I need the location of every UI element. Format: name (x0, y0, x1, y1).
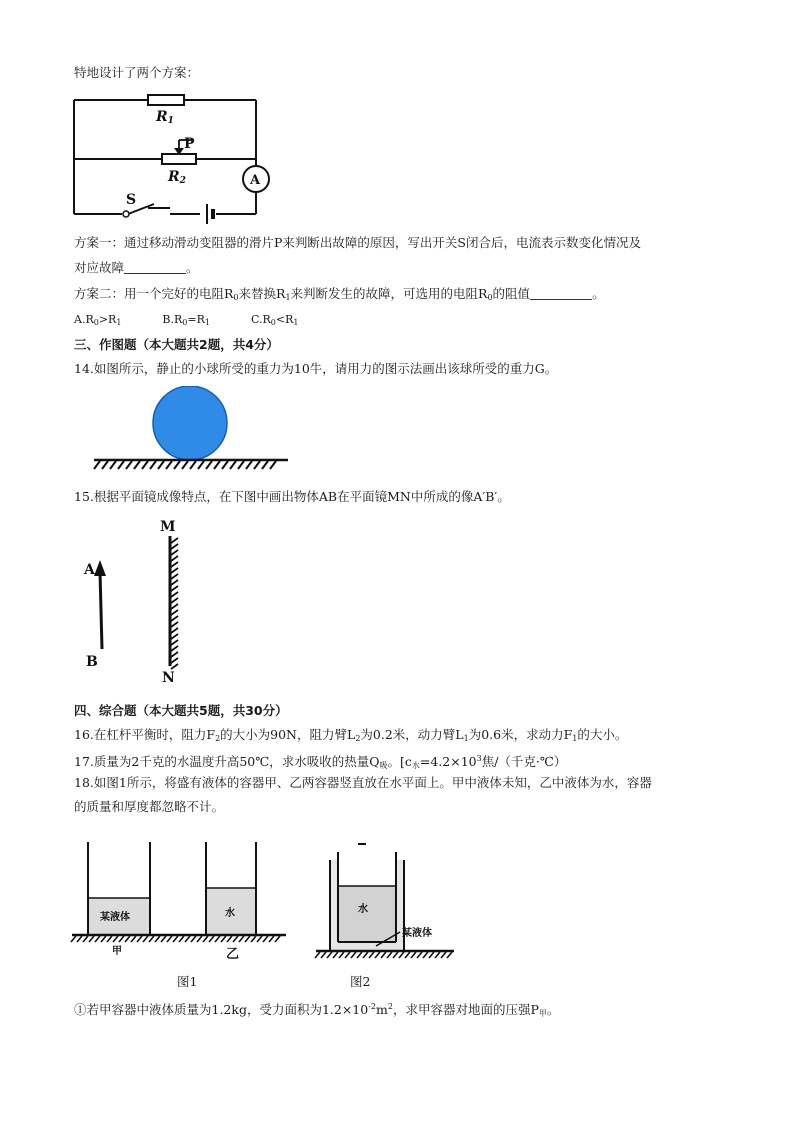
p-label: P (184, 136, 195, 152)
plan1-line1: 方案一：通过移动滑动变阻器的滑片P来判断出故障的原因，写出开关S闭合后，电流表示数变化情况及 (74, 235, 641, 250)
liquid-label-2: 某液体 (402, 928, 432, 939)
mirror-hatching (171, 538, 178, 669)
ball (153, 386, 227, 460)
ammeter-label: A (250, 173, 261, 188)
question-16: 16.在杠杆平衡时，阻力$F_2$的大小为90N，阻力臂$L_2$为0.2米，动力臂$L_1$为0.6米，求动力$F_1$的大小。 (74, 727, 628, 743)
figure-1-caption: 图1 (177, 974, 198, 989)
figure-1-containers (70, 838, 290, 966)
figure-2-caption: 图2 (350, 974, 371, 989)
fig2-ground-hatching (315, 952, 452, 958)
question-14: 14.如图所示，静止的小球所受的重力为10牛，请用力的图示法画出该球所受的重力G。 (74, 361, 558, 376)
container-yi (206, 842, 256, 934)
object-ab-arrow (100, 572, 102, 649)
question-18-line1: 18.如图1所示，将盛有液体的容器甲、乙两容器竖直放在水平面上。甲中液体未知，乙中液体为水，容器 (74, 775, 652, 790)
question-15: 15.根据平面镜成像特点，在下图中画出物体AB在平面镜MN中所成的像A′B′。 (74, 489, 510, 504)
liquid-label: 某液体 (100, 912, 130, 923)
option-b[interactable]: $B.R_0=R_1$ (162, 313, 210, 327)
ball-figure (92, 386, 292, 470)
r1-label: R1 (156, 109, 174, 126)
answer-blank-2[interactable] (530, 287, 592, 300)
mirror-figure (80, 516, 190, 688)
question-18-part1: ①若甲容器中液体质量为1.2kg，受力面积为$1.2\times 10^{-2}m^2$，求甲容器对地面的压强$P_甲$。 (74, 1002, 560, 1018)
options-row (74, 311, 298, 332)
section-4-heading: 四、综合题（本大题共5题，共30分） (74, 703, 288, 718)
label-b: B (86, 654, 98, 670)
question-18-line2: 的质量和厚度都忽略不计。 (74, 799, 225, 814)
plan2-line: 方案二：用一个完好的电阻$R_0$来替换$R_1$来判断发生的故障，可选用的电阻$R_0$的阻值 。 (74, 286, 605, 302)
label-a: A (84, 562, 95, 578)
water-label-2: 水 (358, 904, 368, 915)
fig1-ground-hatching (71, 936, 280, 942)
s-label: S (126, 192, 137, 208)
switch-pivot (123, 211, 129, 217)
jia-label: 甲 (112, 946, 122, 957)
question-17: 17.质量为2千克的水温度升高50℃，求水吸收的热量$Q_吸$。[$c_水=4.2\times 10^3$焦/（千克·℃） (74, 754, 567, 770)
label-m: M (160, 519, 176, 535)
option-a[interactable]: $A.R_0>R_1$ (74, 313, 122, 327)
plan1-line2: 对应故障 。 (74, 260, 199, 275)
yi-label: 乙 (226, 947, 240, 962)
section-3-heading: 三、作图题（本大题共2题，共4分） (74, 337, 279, 352)
r1-resistor (148, 95, 184, 105)
arrow-head-icon (94, 560, 106, 576)
figure-2-container (314, 838, 464, 966)
answer-blank-1[interactable] (124, 261, 186, 274)
intro-text: 特地设计了两个方案： (74, 65, 200, 80)
r2-rheostat (162, 154, 196, 164)
circuit-diagram (70, 88, 280, 228)
label-n: N (162, 670, 175, 686)
r2-label: R2 (168, 169, 186, 186)
ground-hatching (94, 461, 276, 469)
option-c[interactable]: $C.R_0<R_1$ (250, 313, 299, 327)
water-label: 水 (225, 908, 235, 919)
inner-container (338, 844, 396, 942)
